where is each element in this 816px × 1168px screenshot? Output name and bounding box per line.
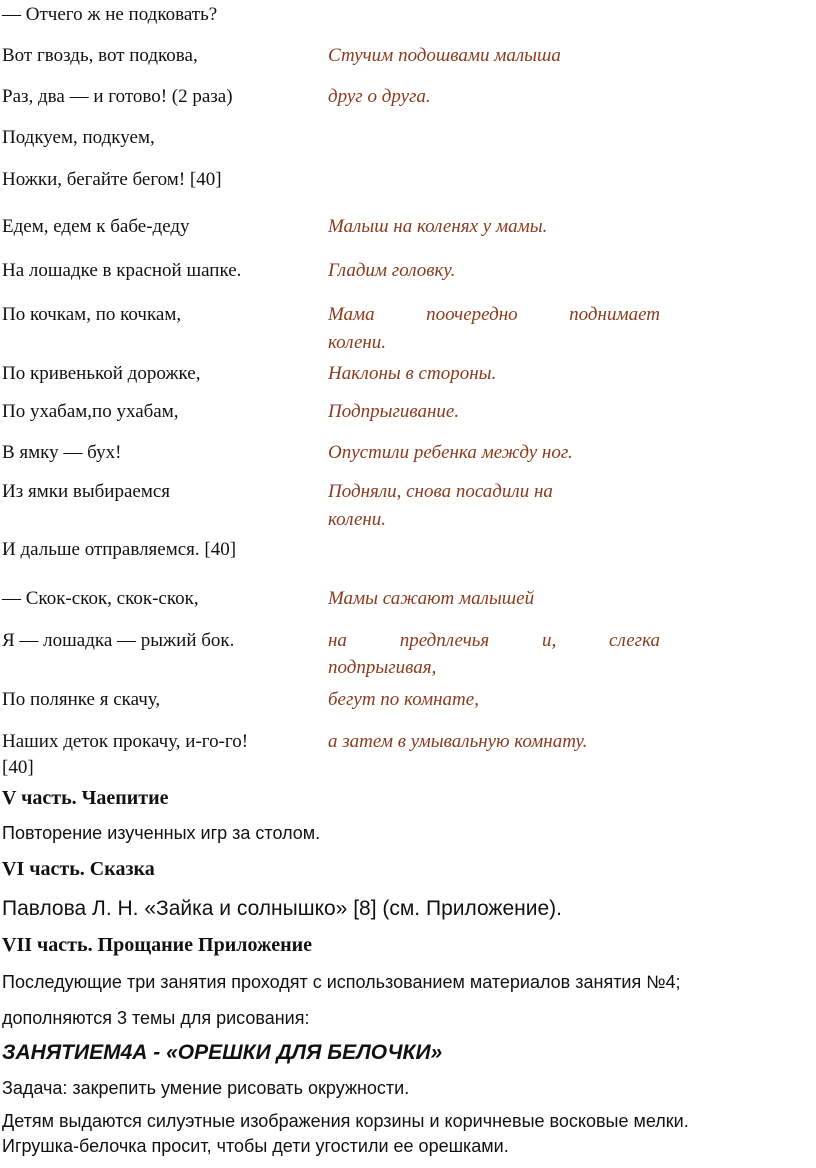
stage-direction-word: слегка bbox=[609, 630, 660, 651]
stage-direction-word: Мама bbox=[328, 304, 375, 325]
stage-direction-word: предплечья bbox=[399, 630, 490, 651]
verse-line: Наших деток прокачу, и-го-го! bbox=[2, 731, 249, 752]
stage-direction: друг о друга. bbox=[328, 86, 431, 107]
verse-line: Едем, едем к бабе-деду bbox=[2, 216, 190, 237]
stage-direction-word: поочередно bbox=[426, 304, 518, 325]
verse-line: По кривенькой дорожке, bbox=[2, 363, 201, 384]
stage-direction-continuation: колени. bbox=[328, 509, 387, 530]
stage-direction: Стучим подошвами малыша bbox=[328, 45, 561, 66]
section-heading-part7: VII часть. Прощание Приложение bbox=[2, 934, 313, 956]
section-text-part5: Повторение изученных игр за столом. bbox=[2, 823, 321, 843]
paragraph-line: дополняются 3 темы для рисования: bbox=[2, 1008, 310, 1028]
stage-direction: Гладим головку. bbox=[328, 260, 456, 281]
stage-direction-word: и, bbox=[542, 630, 557, 651]
stage-direction-word: на bbox=[328, 630, 347, 651]
verse-line: Раз, два — и готово! (2 раза) bbox=[2, 86, 233, 107]
paragraph-line: Последующие три занятия проходят с использованием материалов занятия №4; bbox=[2, 972, 681, 992]
paragraph-line: Задача: закрепить умение рисовать окружности. bbox=[2, 1078, 410, 1098]
section-heading-part6: VI часть. Сказка bbox=[2, 858, 155, 880]
stage-direction: Опустили ребенка между ног. bbox=[328, 442, 573, 463]
verse-line: И дальше отправляемся. [40] bbox=[2, 539, 237, 560]
stage-direction-continuation: подпрыгивая, bbox=[328, 657, 437, 678]
verse-line: По кочкам, по кочкам, bbox=[2, 304, 182, 325]
verse-line: Вот гвоздь, вот подкова, bbox=[2, 45, 198, 66]
section-heading-part5: V часть. Чаепитие bbox=[2, 787, 169, 809]
stage-direction: Малыш на коленях у мамы. bbox=[328, 216, 548, 237]
verse-line: По ухабам,по ухабам, bbox=[2, 401, 179, 422]
section-text-part6: Павлова Л. Н. «Зайка и солнышко» [8] (см. Приложение). bbox=[2, 897, 562, 920]
verse-line: По полянке я скачу, bbox=[2, 689, 161, 710]
stage-direction-continuation: колени. bbox=[328, 332, 387, 353]
verse-line: Ножки, бегайте бегом! [40] bbox=[2, 169, 222, 190]
verse-line: — Скок-скок, скок-скок, bbox=[2, 588, 199, 609]
paragraph-line: Игрушка-белочка просит, чтобы дети угостили ее орешками. bbox=[2, 1136, 509, 1156]
stage-direction: а затем в умывальную комнату. bbox=[328, 731, 588, 752]
verse-line: Из ямки выбираемся bbox=[2, 481, 171, 502]
lesson-title: ЗАНЯТИЕМ4А - «ОРЕШКИ ДЛЯ БЕЛОЧКИ» bbox=[2, 1041, 443, 1064]
verse-line: В ямку — бух! bbox=[2, 442, 122, 463]
stage-direction: бегут по комнате, bbox=[328, 689, 479, 710]
stage-direction: Наклоны в стороны. bbox=[328, 363, 497, 384]
paragraph-line: Детям выдаются силуэтные изображения корзины и коричневые восковые мелки. bbox=[2, 1111, 689, 1131]
verse-line: Подкуем, подкуем, bbox=[2, 127, 155, 148]
stage-direction-word: поднимает bbox=[569, 304, 660, 325]
stage-direction bbox=[328, 304, 660, 326]
stage-direction: Подняли, снова посадили на bbox=[328, 481, 553, 502]
stage-direction: Мамы сажают малышей bbox=[328, 588, 535, 609]
verse-line: — Отчего ж не подковать? bbox=[2, 4, 218, 25]
stage-direction bbox=[328, 630, 660, 652]
verse-line: На лошадке в красной шапке. bbox=[2, 260, 242, 281]
verse-line-continuation: [40] bbox=[2, 757, 34, 778]
verse-line: Я — лошадка — рыжий бок. bbox=[2, 630, 235, 651]
stage-direction: Подпрыгивание. bbox=[328, 401, 460, 422]
